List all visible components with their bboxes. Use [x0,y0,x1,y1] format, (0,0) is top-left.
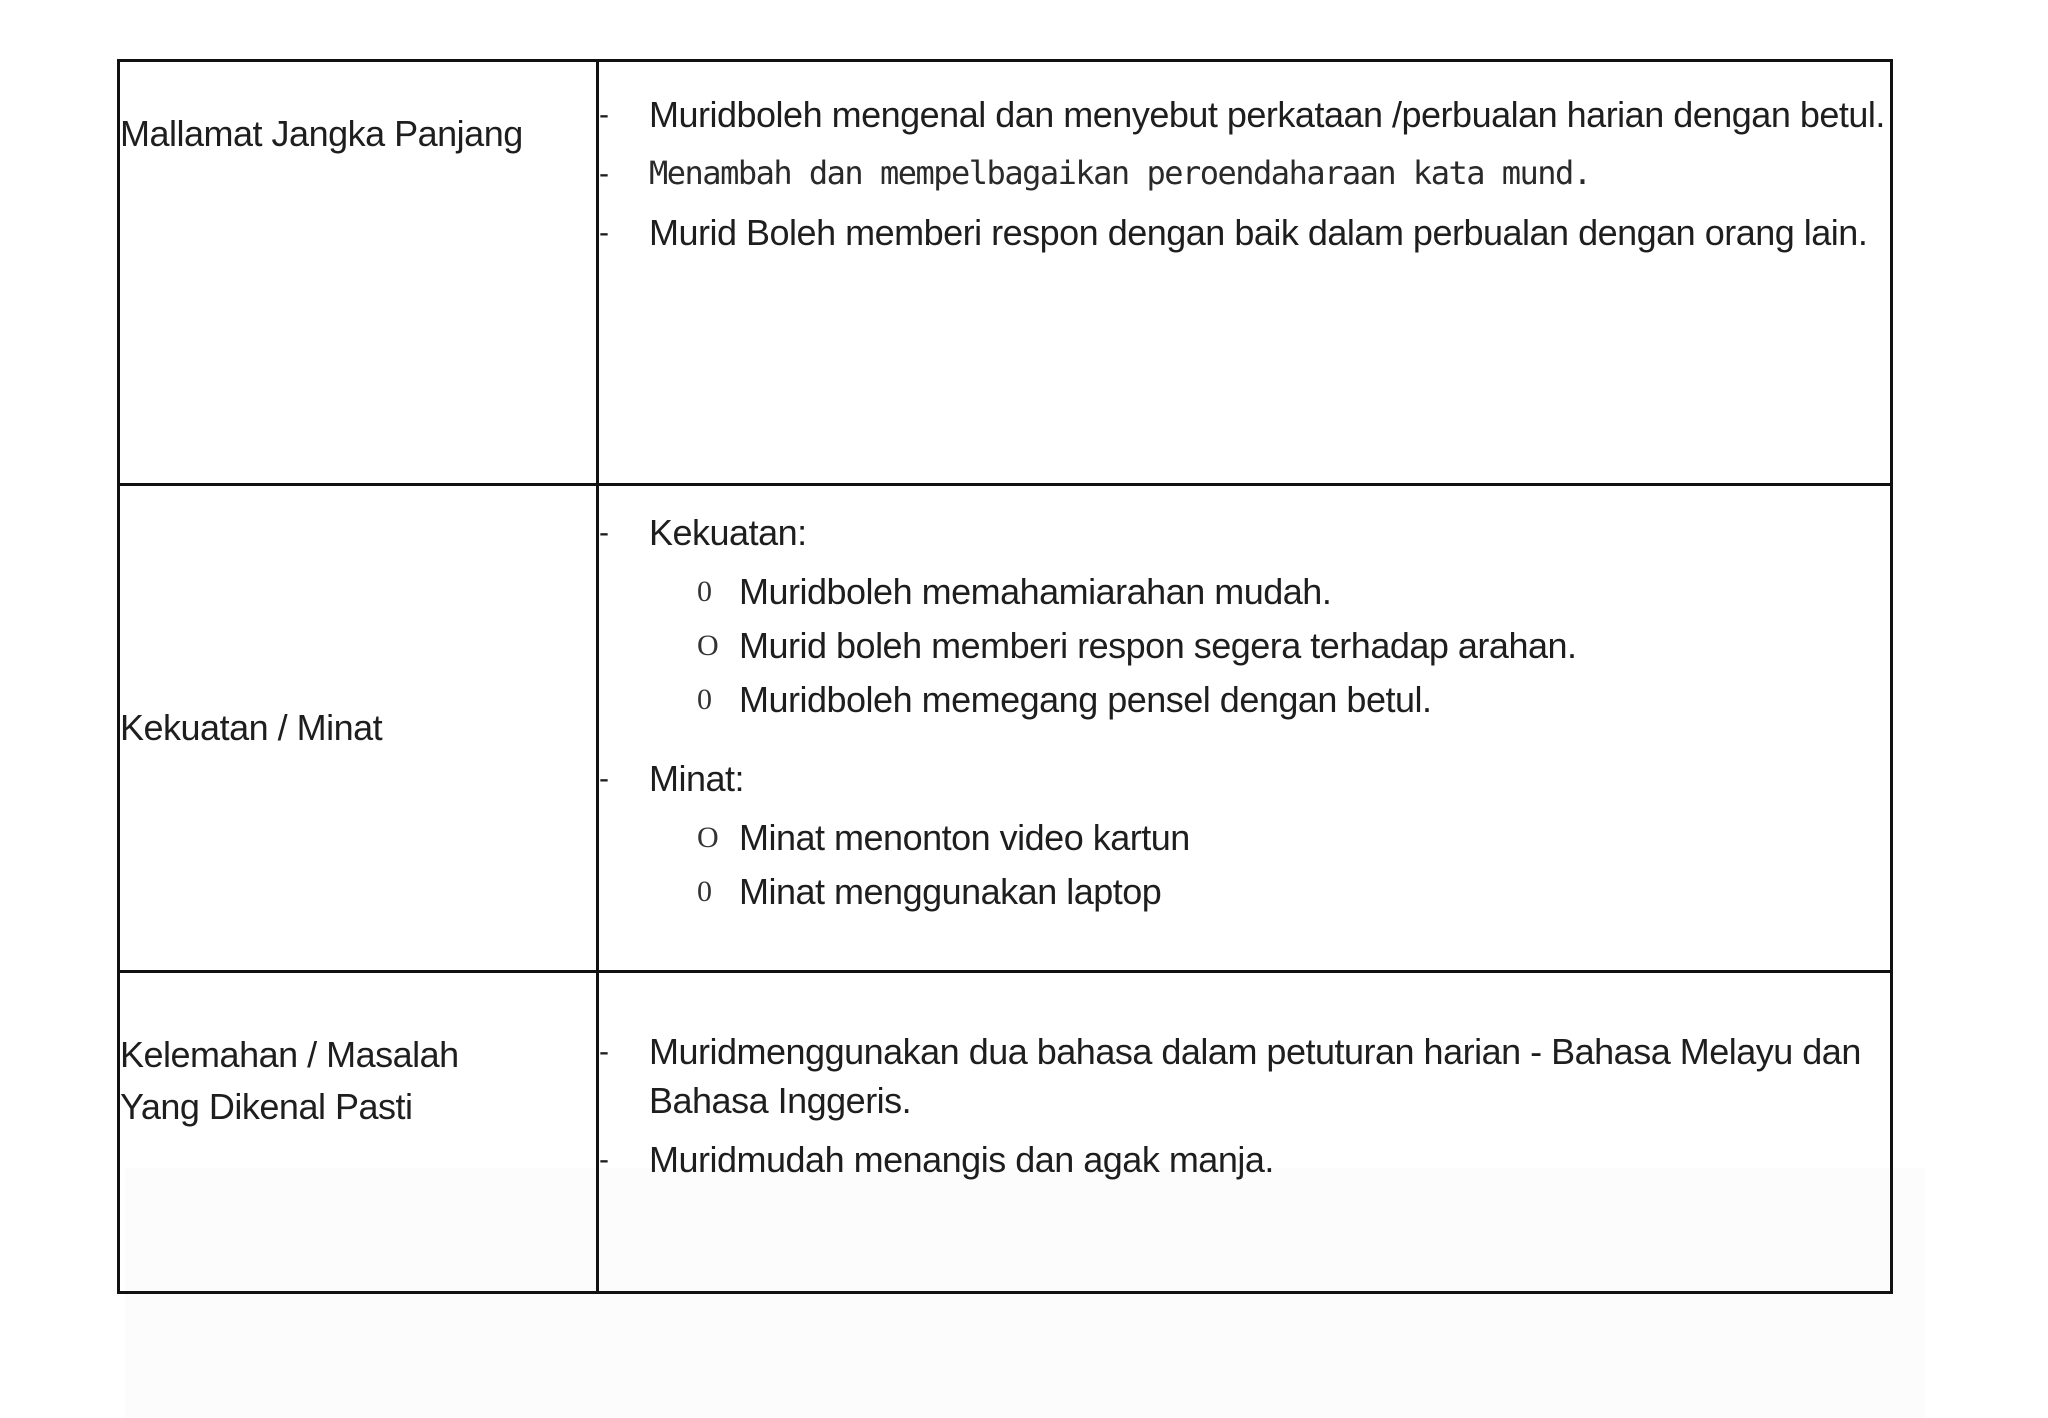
sub-list-item [649,867,1890,916]
list-item [599,149,1890,198]
sub-list-item [649,813,1890,862]
dash-bullet: - [599,1143,609,1176]
dash-bullet: - [599,216,609,249]
list-item [599,1027,1890,1125]
circle-bullet-icon: 0 [697,683,712,716]
table-row-long-term-goal [119,61,1892,485]
list-item-text: Muridmenggunakan dua bahasa dalam petuturan harian - Bahasa Melayu dan Bahasa Inggeris. [649,1031,1861,1121]
row-label-strength-interest: Kekuatan / Minat [119,485,598,972]
sub-list-item [649,621,1890,670]
row-content-weakness-problem [598,972,1892,1293]
row-content-long-term-goal [598,61,1892,485]
list-item-text: Muridboleh mengenal dan menyebut perkataan /perbualan harian dengan betul. [649,94,1885,135]
list-item [599,208,1890,257]
dash-bullet: - [599,516,609,549]
circle-bullet-icon: 0 [697,575,712,608]
row-content-strength-interest [598,485,1892,972]
table-row-strength-interest [119,485,1892,972]
row-label-weakness-problem [119,972,598,1293]
group-heading: Minat: [649,758,745,799]
list-item [599,90,1890,139]
row-label-long-term-goal: Mallamat Jangka Panjang [119,61,598,485]
sub-list-item [649,675,1890,724]
list-item-text: Murid Boleh memberi respon dengan baik dalam perbualan dengan orang lain. [649,212,1868,253]
sub-list-item [649,567,1890,616]
circle-bullet-icon: O [697,821,719,854]
sub-list-item-text: Muridboleh memahamiarahan mudah. [739,571,1332,612]
list-heading-strength [599,508,1890,557]
sub-list-item-text: Minat menonton video kartun [739,817,1190,858]
strength-sublist [649,567,1890,724]
sub-list-item-text: Minat menggunakan laptop [739,871,1162,912]
row-label-line: Yang Dikenal Pasti [120,1086,413,1127]
interest-sublist [649,813,1890,916]
dash-bullet: - [599,1035,609,1068]
list-heading-interest [599,754,1890,803]
sub-list-item-text: Murid boleh memberi respon segera terhadap arahan. [739,625,1577,666]
student-profile-table [117,59,1893,1294]
list-item-text: Menambah dan mempelbagaikan peroendaharaan kata mund. [649,154,1591,192]
circle-bullet-icon: O [697,629,719,662]
circle-bullet-icon: 0 [697,875,712,908]
dash-bullet: - [599,98,609,131]
table-row-weakness-problem [119,972,1892,1293]
dash-bullet: - [599,157,609,190]
list-item-text: Muridmudah menangis dan agak manja. [649,1139,1274,1180]
sub-list-item-text: Muridboleh memegang pensel dengan betul. [739,679,1432,720]
row-label-line: Kelemahan / Masalah [120,1034,459,1075]
group-heading: Kekuatan: [649,512,807,553]
dash-bullet: - [599,762,609,795]
list-item [599,1135,1890,1184]
